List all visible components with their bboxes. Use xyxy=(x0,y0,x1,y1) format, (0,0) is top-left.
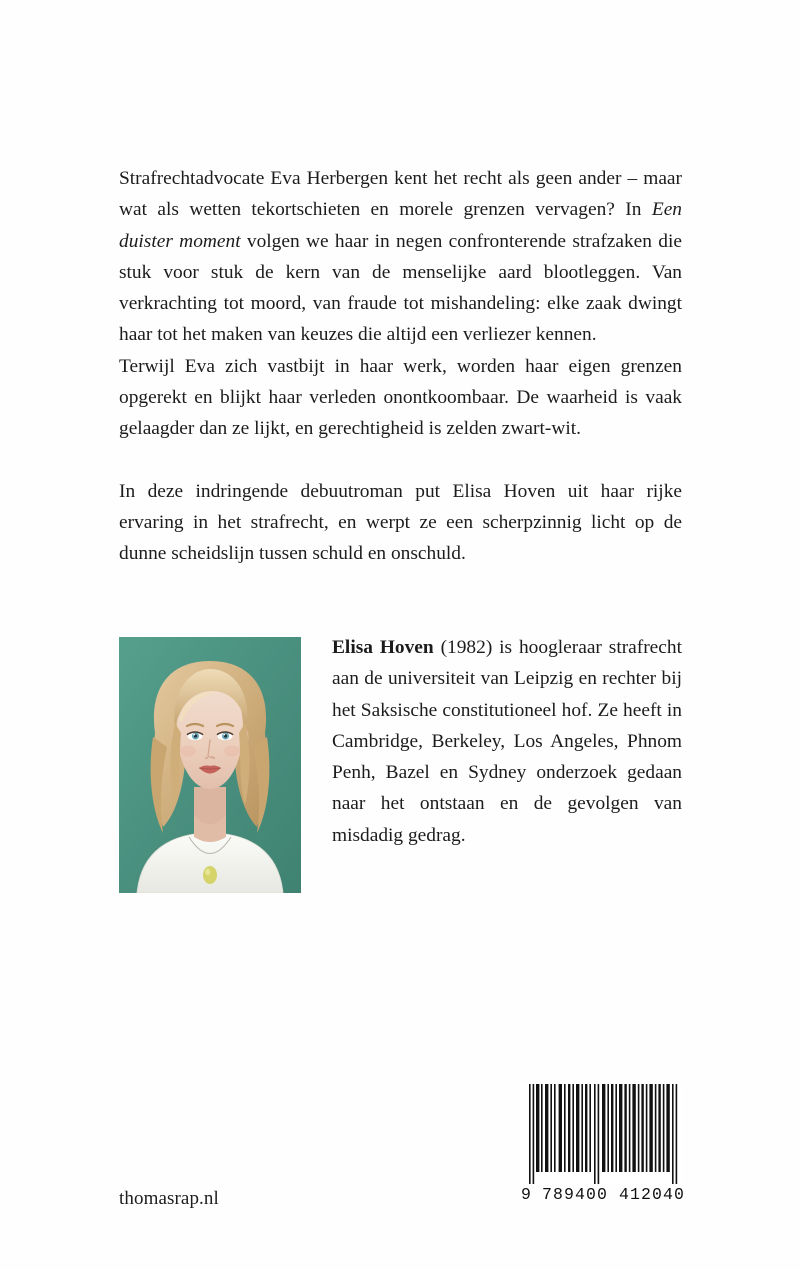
barcode-group-2: 412040 xyxy=(619,1185,686,1204)
blurb-paragraph-2: Terwijl Eva zich vastbijt in haar werk, worden haar eigen grenzen opgerekt en blijkt haar verleden onontkoombaar. De waarheid is vaak gelaagder dan ze lijkt, en gerechtigheid is zelden zwart-wit. xyxy=(119,355,682,440)
author-name: Elisa Hoven xyxy=(332,637,434,658)
barcode-bars xyxy=(521,1084,682,1184)
barcode-lead-digit: 9 xyxy=(521,1185,533,1204)
author-bio-text: (1982) is hoogleraar strafrecht aan de universiteit van Leipzig en rechter bij het Saksische constitutioneel hof. Ze heeft in Cambridge, Berkeley, Los Angeles, Phnom Penh, Bazel en Sydney onderzoek gedaan naar het ontstaan en de gevolgen van misdadig gedrag. xyxy=(332,637,682,846)
blurb-text-block xyxy=(119,163,682,570)
blurb-paragraph-1 xyxy=(119,163,682,351)
barcode-group-1: 789400 xyxy=(542,1185,609,1204)
author-portrait-illustration xyxy=(119,637,301,893)
isbn-barcode xyxy=(521,1084,686,1204)
book-title-italic: Een duister moment xyxy=(119,199,682,252)
blurb-paragraph-1-part-2: volgen we haar in negen confronterende strafzaken die stuk voor stuk de kern van de menselijke aard blootleggen. Van verkrachting tot moord, van fraude tot mishandeling: elke zaak dwingt haar tot het maken van keuzes die altijd een verliezer kennen. xyxy=(119,230,682,346)
publisher-website-url[interactable]: thomasrap.nl xyxy=(119,1188,219,1209)
blurb-paragraph-3: In deze indringende debuutroman put Elisa Hoven uit haar rijke ervaring in het strafrecht, en werpt ze een scherpzinnig licht op de dunne scheidslijn tussen schuld en onschuld. xyxy=(119,480,682,565)
author-portrait-photo xyxy=(119,637,301,893)
author-bio-block xyxy=(332,632,682,851)
barcode-digits xyxy=(521,1185,686,1204)
author-bio-paragraph xyxy=(332,632,682,851)
blurb-paragraph-1-part-1: Strafrechtadvocate Eva Herbergen kent het recht als geen ander – maar wat als wetten tekortschieten en morele grenzen vervagen? In xyxy=(119,168,682,221)
